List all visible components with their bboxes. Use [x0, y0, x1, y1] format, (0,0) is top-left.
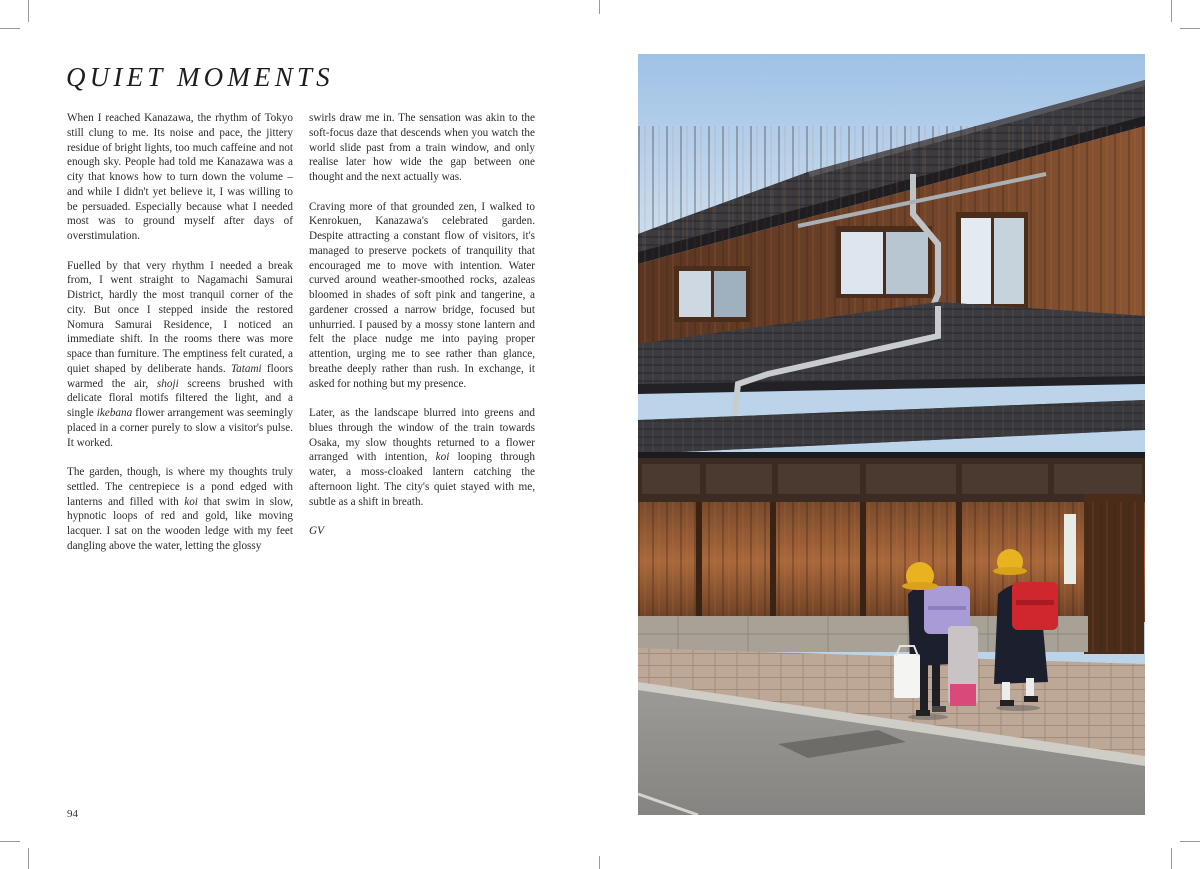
crop-mark	[599, 0, 600, 14]
crop-mark	[1171, 0, 1172, 22]
page-number: 94	[67, 808, 78, 820]
crop-mark	[0, 28, 20, 29]
text-column-left	[67, 111, 293, 568]
paragraph: Craving more of that grounded zen, I walked to Kenrokuen, Kanazawa's celebrated garden. Despite attracting a constant flow of visitors, it's managed to preserve pockets of tranquility that encouraged me to move with intention. Water curved around weather-smoothed rocks, azaleas bloomed in shades of soft pink and tangerine, a gardener crossed a narrow bridge, focused but unhurried. I paused by a mossy stone lantern and felt the place nudge me into paying proper attention, urging me to see rather than glance, breathe deeply rather than rush. In exchange, it asked for nothing but my presence.	[309, 200, 535, 390]
crop-mark	[599, 856, 600, 869]
crop-mark	[0, 841, 20, 842]
photo-machiya-schoolchildren	[638, 54, 1145, 815]
crop-mark	[1171, 848, 1172, 869]
paragraph: swirls draw me in. The sensation was akin to the soft-focus daze that descends when you watch the world slide past from a train window, and only realise later how wide the gap between one thought and the next actually was.	[309, 112, 535, 183]
author-signature: GV	[309, 525, 324, 537]
crop-mark	[1180, 841, 1200, 842]
article-title: QUIET MOMENTS	[66, 62, 334, 92]
crop-mark	[1180, 28, 1200, 29]
text-column-right	[309, 111, 535, 554]
crop-mark	[28, 0, 29, 22]
crop-mark	[28, 848, 29, 869]
paragraph: Later, as the landscape blurred into greens and blues through the window of the train towards Osaka, my slow thoughts returned to a flower arranged with intention, koi looping through water, a moss-cloaked lantern catching the afternoon light. The city's quiet stayed with me, subtle as a shift in breath.	[309, 407, 535, 508]
paragraph: The garden, though, is where my thoughts truly settled. The centrepiece is a pond edged with lanterns and filled with koi that swim in slow, hypnotic loops of red and gold, like moving lacquer. I sat on the wooden ledge with my feet dangling above the water, letting the glossy	[67, 466, 293, 552]
paragraph: When I reached Kanazawa, the rhythm of Tokyo still clung to me. Its noise and pace, the jittery residue of bright lights, too much caffeine and not enough sky. People had told me Kanazawa was a city that knows how to turn down the volume – and while I didn't yet believe it, I was willing to be persuaded. Especially because what I needed most was to ground myself after days of overstimulation.	[67, 112, 293, 242]
paragraph: Fuelled by that very rhythm I needed a break from, I went straight to Nagamachi Samurai District, hardly the most tranquil corner of the city. But once I stepped inside the restored Nomura Samurai Residence, I noticed an immediate shift. In the rooms there was more space than furniture. The emptiness felt curated, a quiet shaped by deliberate hands. Tatami floors warmed the air, shoji screens brushed with delicate floral motifs filtered the light, and a single ikebana flower arrangement was seemingly placed in a corner purely to slow a visitor's pulse. It worked.	[67, 259, 294, 449]
